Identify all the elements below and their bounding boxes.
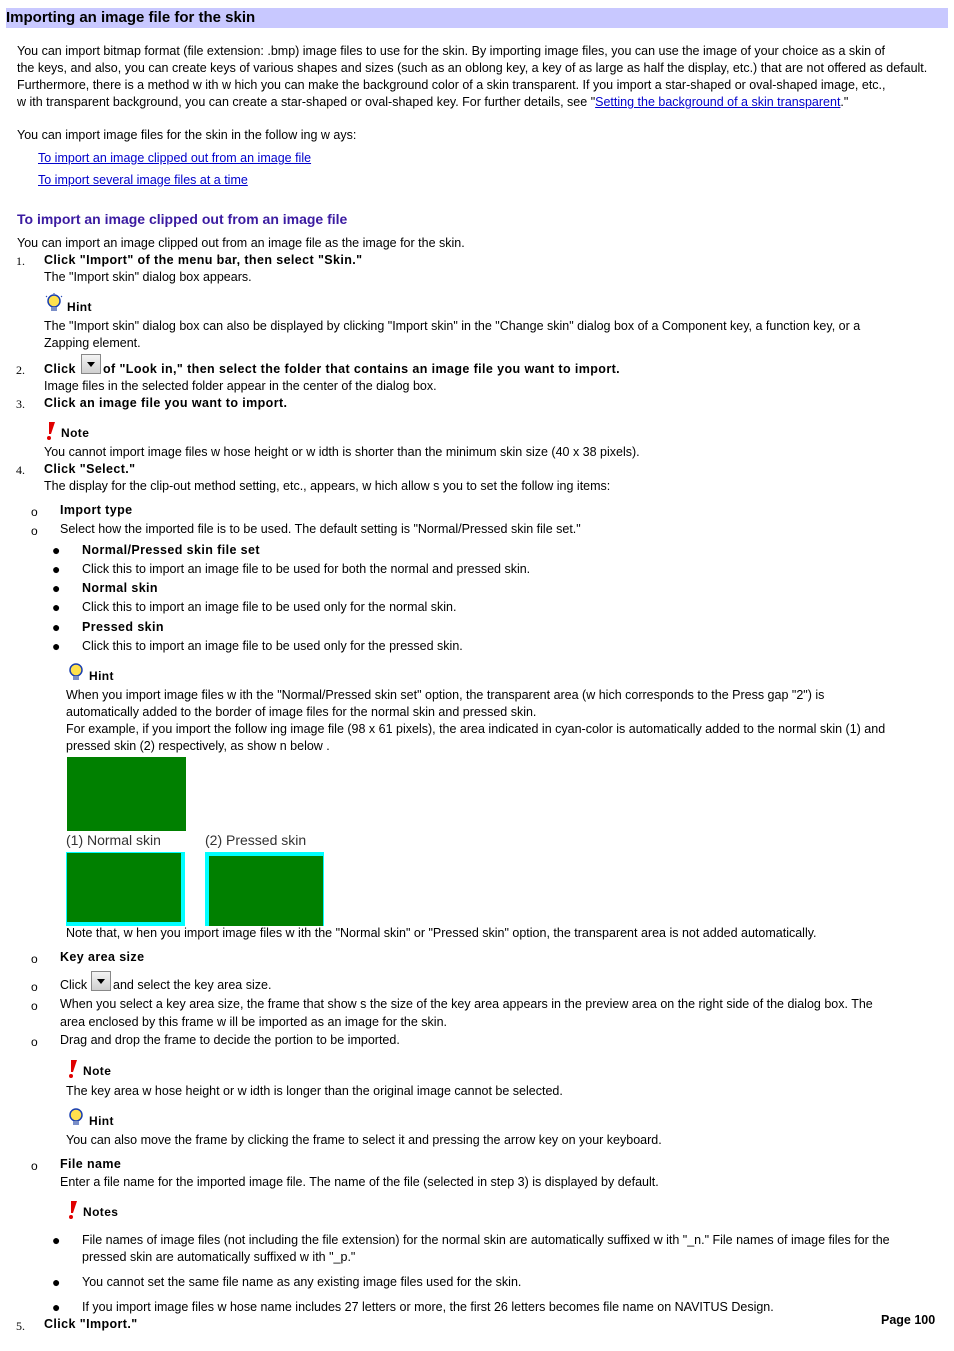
key-area-line-2: area enclosed by this frame w ill be imported as an image for the skin. — [60, 1015, 447, 1029]
intro-line-3: Furthermore, there is a method w ith w hich you can make the background color of a skin transparent. If you import a star-shaped or oval-shaped image, etc., — [17, 78, 886, 92]
note-label: Note — [83, 1064, 112, 1078]
dropdown-arrow-icon — [91, 971, 111, 991]
link-transparent-background[interactable]: Setting the background of a skin transparent — [595, 95, 841, 109]
note-1: You cannot import image files w hose height or w idth is shorter than the minimum skin size (40 x 38 pixels). — [44, 445, 640, 459]
circle-bullet: o — [31, 999, 38, 1013]
link-several-files[interactable]: To import several image files at a time — [38, 173, 248, 187]
step-1-desc: The "Import skin" dialog box appears. — [44, 270, 252, 284]
option-desc-3: Click this to import an image file to be used only for the pressed skin. — [82, 639, 463, 653]
note-label: Note — [61, 426, 90, 440]
key-area-note: The key area w hose height or w idth is longer than the original image cannot be selected. — [66, 1084, 563, 1098]
hint-1-line-2: Zapping element. — [44, 336, 141, 350]
hint-2-line-4: pressed skin (2) respectively, as show n below . — [66, 739, 330, 753]
hint-1-line-1: The "Import skin" dialog box can also be displayed by clicking "Import skin" in the "Change skin" dialog box of a Component key, a function key, or a — [44, 319, 861, 333]
file-note-1-line-1: File names of image files (not including the file extension) for the normal skin are automatically suffixed w ith "_n." File names of image files for the — [82, 1233, 890, 1247]
option-name-3: Pressed skin — [82, 620, 164, 634]
hint-label: Hint — [89, 1114, 114, 1128]
hint-2-line-2: automatically added to the border of image files for the normal skin and pressed skin. — [66, 705, 537, 719]
page-title: Importing an image file for the skin — [6, 9, 256, 26]
pressed-skin-sample — [205, 852, 324, 926]
file-note-2: You cannot set the same file name as any existing image files used for the skin. — [82, 1275, 522, 1289]
page-number: Page 100 — [881, 1313, 936, 1327]
step-2: of "Look in," then select the folder that contains an image file you want to import. — [103, 362, 621, 376]
lightbulb-icon — [66, 1107, 86, 1129]
key-area-click: Click — [60, 978, 88, 992]
intro-line-4-text: w ith transparent background, you can create a star-shaped or oval-shaped key. For further details, see " — [17, 95, 596, 109]
bullet: ● — [52, 638, 61, 654]
key-area-label: Key area size — [60, 950, 145, 964]
ways-text: You can import image files for the skin in the follow ing w ays: — [17, 128, 357, 142]
import-type-desc: Select how the imported file is to be used. The default setting is "Normal/Pressed skin file set." — [60, 522, 581, 536]
caption-normal-skin: (1) Normal skin — [66, 832, 161, 848]
intro-end: ." — [840, 95, 849, 109]
step-1: Click "Import" of the menu bar, then select "Skin." — [44, 253, 363, 267]
bullet: ● — [52, 599, 61, 615]
step-3: Click an image file you want to import. — [44, 396, 288, 410]
exclamation-icon — [66, 1200, 80, 1220]
circle-bullet: o — [31, 1159, 38, 1173]
after-note: Note that, w hen you import image files w ith the "Normal skin" or "Pressed skin" option, the transparent area is not added automatically. — [66, 926, 817, 940]
intro-line-2: the keys, and also, you can create keys of various shapes and sizes (such as an oblong key, a key of as large as half the display, etc.) that are not offered as default. — [17, 61, 928, 75]
circle-bullet: o — [31, 505, 38, 519]
notes-label: Notes — [83, 1205, 119, 1219]
file-note-1-line-2: pressed skin are automatically suffixed w ith "_p." — [82, 1250, 356, 1264]
step-4-desc: The display for the clip-out method setting, etc., appears, w hich allow s you to set the follow ing items: — [44, 479, 611, 493]
section-intro: You can import an image clipped out from an image file as the image for the skin. — [17, 236, 465, 250]
intro-line-4 — [17, 94, 848, 111]
dropdown-arrow-icon — [81, 354, 101, 374]
key-area-click-rest: and select the key area size. — [113, 978, 272, 992]
section-heading: To import an image clipped out from an image file — [17, 211, 348, 227]
bullet: ● — [52, 1299, 61, 1315]
step-4-number: 4. — [16, 463, 25, 477]
bullet: ● — [52, 542, 61, 558]
step-4: Click "Select." — [44, 462, 136, 476]
step-5-number: 5. — [16, 1319, 25, 1333]
file-name-desc: Enter a file name for the imported image file. The name of the file (selected in step 3) is displayed by default. — [60, 1175, 659, 1189]
file-name-label: File name — [60, 1157, 122, 1171]
step-3-number: 3. — [16, 397, 25, 411]
key-area-drag: Drag and drop the frame to decide the portion to be imported. — [60, 1033, 400, 1047]
key-area-line-1: When you select a key area size, the frame that show s the size of the key area appears in the preview area on the right side of the dialog box. The — [60, 997, 873, 1011]
bullet: ● — [52, 580, 61, 596]
step-2-desc: Image files in the selected folder appear in the center of the dialog box. — [44, 379, 437, 393]
lightbulb-icon — [66, 662, 86, 684]
bullet: ● — [52, 1274, 61, 1290]
caption-pressed-skin: (2) Pressed skin — [205, 832, 307, 848]
bullet: ● — [52, 1232, 61, 1248]
link-clip-out[interactable]: To import an image clipped out from an image file — [38, 151, 312, 165]
normal-skin-sample — [66, 852, 185, 926]
step-2-number: 2. — [16, 363, 25, 377]
option-desc-1: Click this to import an image file to be used for both the normal and pressed skin. — [82, 562, 531, 576]
original-image-sample — [67, 757, 186, 831]
circle-bullet: o — [31, 952, 38, 966]
hint-label: Hint — [67, 300, 92, 314]
option-desc-2: Click this to import an image file to be used only for the normal skin. — [82, 600, 457, 614]
bullet: ● — [52, 619, 61, 635]
exclamation-icon — [66, 1059, 80, 1079]
key-area-hint: You can also move the frame by clicking the frame to select it and pressing the arrow key on your keyboard. — [66, 1133, 662, 1147]
import-type-label: Import type — [60, 503, 133, 517]
exclamation-icon — [44, 421, 58, 441]
hint-2-line-3: For example, if you import the follow ing image file (98 x 61 pixels), the area indicated in cyan-color is automatically added to the normal skin (1) and — [66, 722, 886, 736]
bullet: ● — [52, 561, 61, 577]
hint-2-line-1: When you import image files w ith the "Normal/Pressed skin set" option, the transparent area (w hich corresponds to the Press gap "2") is — [66, 688, 825, 702]
lightbulb-icon — [44, 293, 64, 315]
hint-label: Hint — [89, 669, 114, 683]
step-5: Click "Import." — [44, 1317, 138, 1331]
intro-line-1: You can import bitmap format (file extension: .bmp) image files to use for the skin. By importing image files, you can use the image of your choice as a skin of — [17, 44, 886, 58]
option-name-1: Normal/Pressed skin file set — [82, 543, 260, 557]
option-name-2: Normal skin — [82, 581, 158, 595]
file-note-3: If you import image files w hose name includes 27 letters or more, the first 26 letters becomes file name on NAVITUS Design. — [82, 1300, 774, 1314]
step-2-click: Click — [44, 362, 76, 376]
circle-bullet: o — [31, 1035, 38, 1049]
step-1-number: 1. — [16, 254, 25, 268]
circle-bullet: o — [31, 524, 38, 538]
title-bar — [6, 8, 948, 28]
circle-bullet: o — [31, 980, 38, 994]
